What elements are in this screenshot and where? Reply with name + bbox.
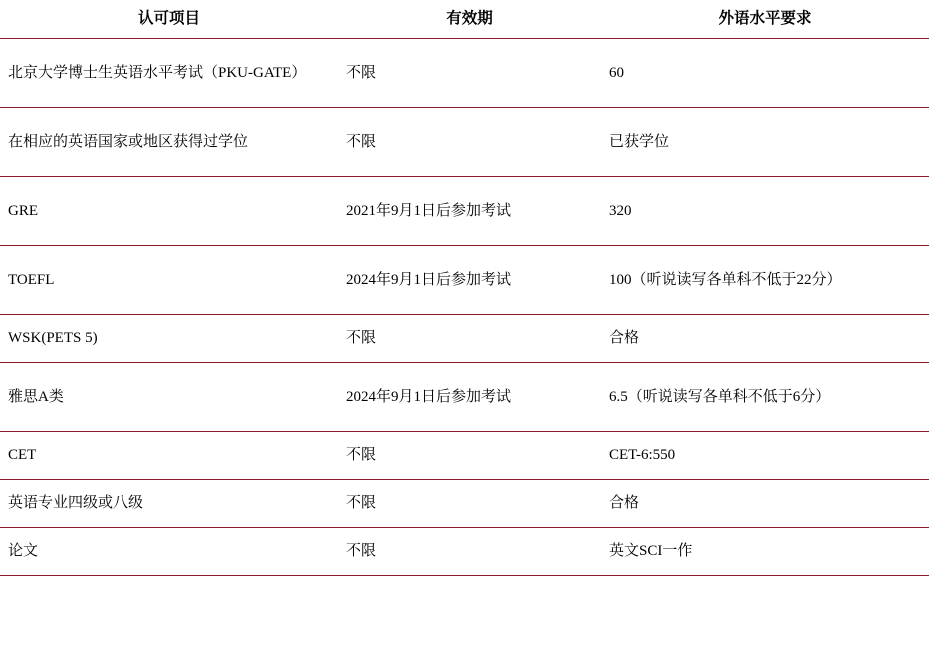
column-header-item: 认可项目 [0, 0, 338, 39]
table-header-row [0, 0, 929, 39]
table-header [0, 0, 929, 39]
table-row [0, 480, 929, 528]
cell-requirement: 320 [601, 177, 929, 246]
cell-item: 论文 [0, 528, 338, 576]
cell-item: 英语专业四级或八级 [0, 480, 338, 528]
table-row [0, 108, 929, 177]
cell-requirement: 合格 [601, 480, 929, 528]
cell-item: TOEFL [0, 246, 338, 315]
cell-item: GRE [0, 177, 338, 246]
cell-validity: 不限 [338, 528, 601, 576]
cell-validity: 不限 [338, 108, 601, 177]
table-body [0, 39, 929, 576]
cell-item: WSK(PETS 5) [0, 315, 338, 363]
cell-item: 雅思A类 [0, 363, 338, 432]
table-row [0, 177, 929, 246]
cell-validity: 2024年9月1日后参加考试 [338, 363, 601, 432]
column-header-requirement: 外语水平要求 [601, 0, 929, 39]
cell-requirement: 合格 [601, 315, 929, 363]
cell-requirement: CET-6:550 [601, 432, 929, 480]
cell-item: 在相应的英语国家或地区获得过学位 [0, 108, 338, 177]
cell-requirement: 100（听说读写各单科不低于22分） [601, 246, 929, 315]
cell-validity: 不限 [338, 39, 601, 108]
cell-requirement: 已获学位 [601, 108, 929, 177]
cell-validity: 2021年9月1日后参加考试 [338, 177, 601, 246]
table-row [0, 315, 929, 363]
table-row [0, 363, 929, 432]
cell-validity: 不限 [338, 480, 601, 528]
table-row [0, 528, 929, 576]
cell-validity: 2024年9月1日后参加考试 [338, 246, 601, 315]
cell-validity: 不限 [338, 432, 601, 480]
cell-requirement: 英文SCI一作 [601, 528, 929, 576]
table-row [0, 432, 929, 480]
column-header-validity: 有效期 [338, 0, 601, 39]
cell-requirement: 6.5（听说读写各单科不低于6分） [601, 363, 929, 432]
cell-item: 北京大学博士生英语水平考试（PKU-GATE） [0, 39, 338, 108]
cell-requirement: 60 [601, 39, 929, 108]
cell-validity: 不限 [338, 315, 601, 363]
table-row [0, 246, 929, 315]
table-row [0, 39, 929, 108]
cell-item: CET [0, 432, 338, 480]
